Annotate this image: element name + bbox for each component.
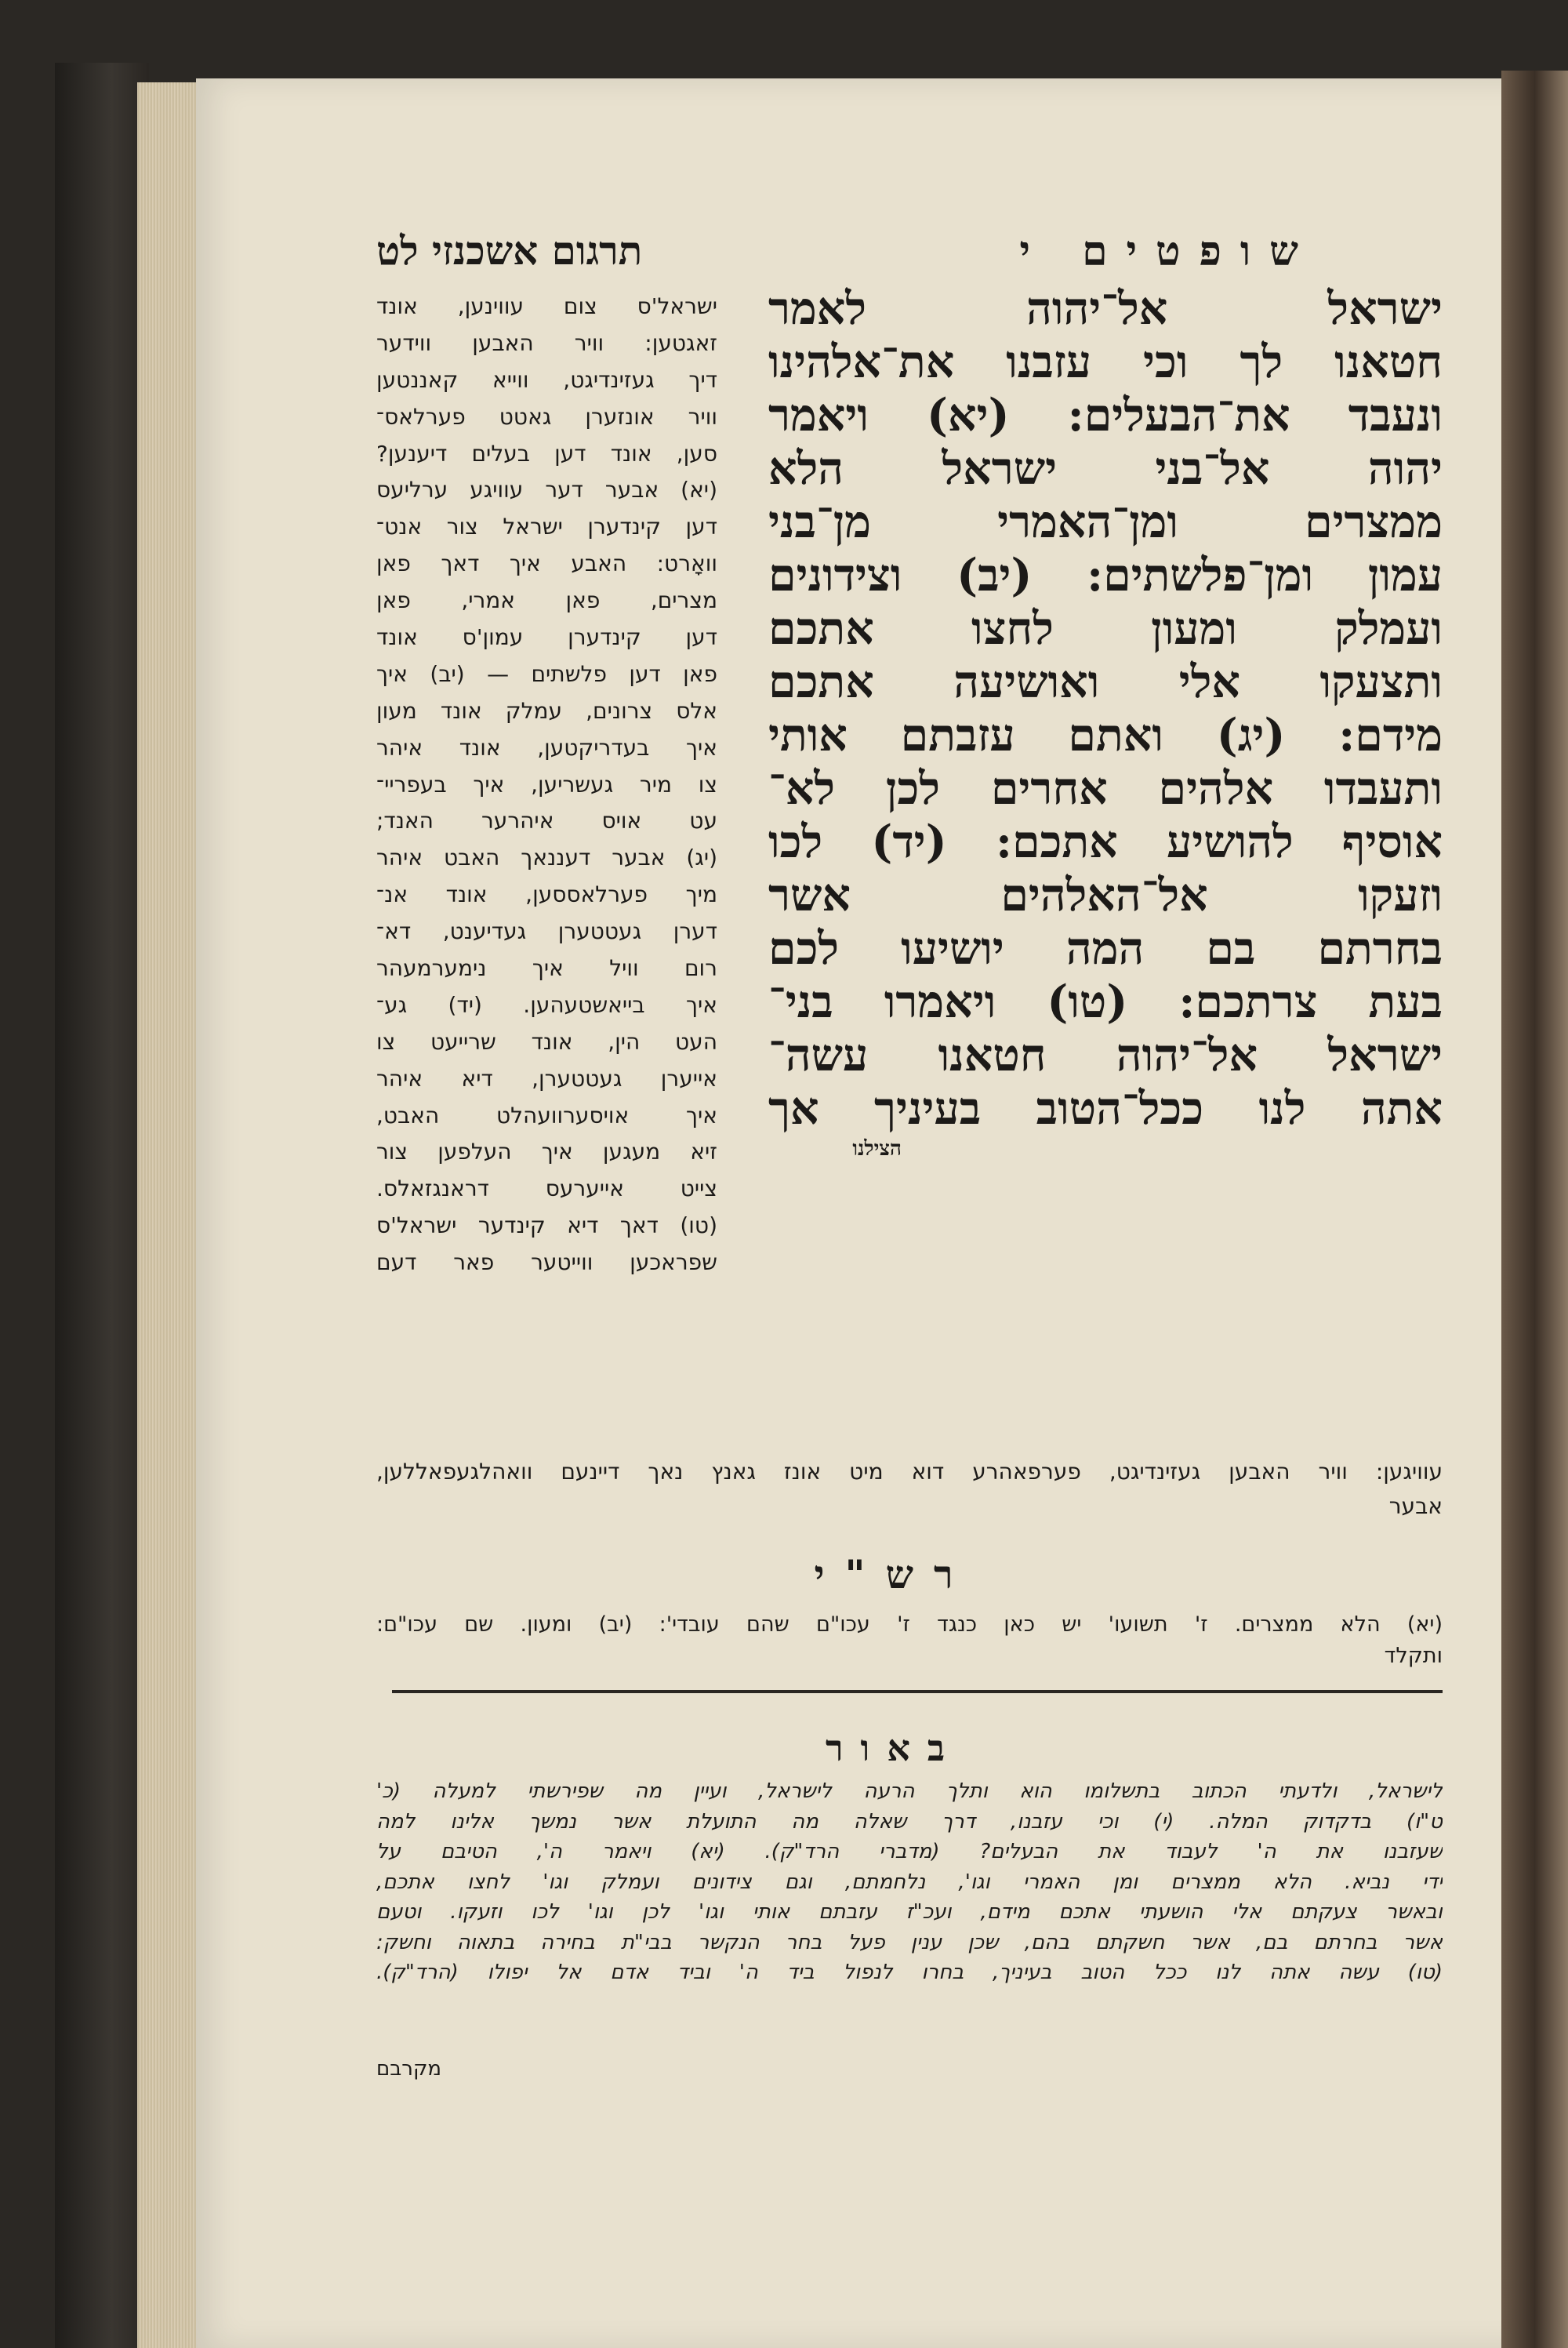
biur-line: לישראל, ולדעתי הכתוב בתשלומו הוא ותלך הרעה לישראל, ועיין מה שפירשתי למעלה (כ' xyxy=(376,1779,1443,1803)
rashi-heading: רש"י xyxy=(814,1551,974,1597)
main-biblical-text xyxy=(768,282,1443,1162)
main-text-line: חטאנו לך וכי עזבנו את־אלהינו xyxy=(768,336,1443,388)
translation-continuation xyxy=(376,1455,1443,1524)
main-text-line: וזעקו אל־האלהים אשר xyxy=(768,869,1443,921)
yiddish-translation-column xyxy=(376,289,717,1281)
translation-line: אבער xyxy=(1388,1493,1443,1519)
translation-line: וואָרט: האבע איך דאך פאן xyxy=(376,551,717,577)
main-text-line: יהוה אל־בני ישראל הלא xyxy=(768,442,1443,495)
translation-line: (יג) אבער דעננאך האבט איהר xyxy=(376,845,717,871)
main-text-line: ותצעקו אלי ואושיעה אתכם xyxy=(768,656,1443,708)
translation-line: זאגטען: וויר האבען ווידער xyxy=(376,329,717,356)
biur-line: (טו) עשה אתה לנו ככל הטוב בעיניך, בחרו לנפול ביד ה' וביד אדם אל יפולו (הרד"ק). xyxy=(376,1961,1443,1984)
book-cover-left xyxy=(55,63,149,2348)
biur-line: ט"ו) בדקדוק המלה. (י) וכי עזבנו, דרך שאלה מה התועלת אשר נמשך אלינו למה xyxy=(376,1809,1443,1834)
main-catchword: הצילנו xyxy=(852,1137,902,1161)
translation-line: העט הין, אונד שרייעט צו xyxy=(376,1028,717,1055)
running-header-translation: תרגום אשכנזי לט xyxy=(376,227,643,274)
translation-line: וויר אונזערן גאטט פערלאס־ xyxy=(376,403,717,430)
translation-line: דען קינדערן עמון'ס אונד xyxy=(376,624,717,651)
running-header-book: שופטים י xyxy=(1019,227,1317,275)
rashi-commentary xyxy=(376,1609,1443,1672)
translation-line: אייערן געטטערן, דיא איהר xyxy=(376,1065,717,1092)
translation-line: פאן דען פלשתים — (יב) איך xyxy=(376,660,717,687)
main-text-line: מידם: (יג) ואתם עזבתם אותי xyxy=(768,709,1443,761)
rashi-line: ותקלד xyxy=(1384,1644,1443,1668)
translation-line: עוויגען: וויר האבען געזינדיגט, פערפאהרע דוא מיט אונז גאנץ נאך דיינעם וואהלגעפאללען, xyxy=(376,1459,1443,1485)
translation-line: מצרים, פאן אמרי, פאן xyxy=(376,587,717,614)
translation-line: איך בייאשטעהען. (יד) גע־ xyxy=(376,991,717,1018)
biur-line: ובאשר צעקתם אלי הושעתי אתכם מידם, ועכ"ז עזבתם אותי וגו' לכן וגו' לכו וזעקו. וטעם xyxy=(376,1900,1443,1924)
biur-heading: באור xyxy=(825,1727,963,1769)
translation-line: מיך פערלאססען, אונד אנ־ xyxy=(376,881,717,908)
main-text-line: בחרתם בם המה יושיעו לכם xyxy=(768,922,1443,975)
main-text-line: עמון ומן־פלשתים: (יב) וצידונים xyxy=(768,549,1443,602)
translation-line: דען קינדערן ישראל צור אנט־ xyxy=(376,514,717,540)
biur-line: אשר בחרתם בם, אשר חשקתם בהם, שכן ענין פעל בחר הנקשר בבי"ת בחירה בתאוה וחשק: xyxy=(376,1930,1443,1954)
biur-commentary xyxy=(376,1776,1443,1988)
translation-line: (טו) דאך דיא קינדער ישראל'ס xyxy=(376,1212,717,1239)
translation-line: צייט אייערעס דראנגזאלס. xyxy=(376,1176,717,1202)
translation-line: איך אויסערוועהלט האבט, xyxy=(376,1102,717,1129)
rashi-line: (יא) הלא ממצרים. ז' תשועו' יש כאן כנגד ז' עכו"ם שהם עובדי': (יב) ומעון. שם עכו"ם: xyxy=(376,1612,1443,1637)
main-text-line: ועמלק ומעון לחצו אתכם xyxy=(768,602,1443,655)
translation-line: שפראכען ווייטער פאר דעם xyxy=(376,1249,717,1276)
translation-line: דיך געזינדיגט, ווייא קאננטען xyxy=(376,366,717,393)
main-text-line: ישראל אל־יהוה לאמר xyxy=(768,282,1443,335)
main-text-line: ישראל אל־יהוה חטאנו עשה־ xyxy=(768,1029,1443,1081)
translation-line: זיא מעגען איך העלפען צור xyxy=(376,1139,717,1165)
translation-line: ישראל'ס צום עווינען, אונד xyxy=(376,293,717,319)
translation-line: רום וויל איך נימערמעהר xyxy=(376,955,717,982)
main-text-line: אתה לנו ככל־הטוב בעיניך אך xyxy=(768,1082,1443,1135)
main-text-line: בעת צרתכם: (טו) ויאמרו בני־ xyxy=(768,976,1443,1028)
biur-line: שעזבנו את ה' לעבוד את הבעלים? (מדברי הרד"ק). (יא) ויאמר ה', הטיבם על xyxy=(376,1840,1443,1863)
main-text-line: ותעבדו אלהים אחרים לכן לא־ xyxy=(768,762,1443,815)
translation-line: צו מיר געשריען, איך בעפריי־ xyxy=(376,771,717,798)
translation-line: (יא) אבער דער עוויגע ערליעס xyxy=(376,477,717,503)
translation-line: איך בעדריקטען, אונד איהר xyxy=(376,734,717,761)
translation-line: סען, אונד דען בעלים דיענען? xyxy=(376,440,717,467)
page-catchword: מקרבם xyxy=(376,2057,442,2081)
main-text-line: ונעבד את־הבעלים: (יא) ויאמר xyxy=(768,389,1443,442)
main-text-line: אוסיף להושיע אתכם: (יד) לכו xyxy=(768,816,1443,868)
biur-line: ידי נביא. הלא ממצרים ומן האמרי וגו', נלחמתם, וגם צידונים ועמלק וגו' לחצו אתכם, xyxy=(376,1870,1443,1894)
book-spine-right xyxy=(1501,71,1568,2348)
translation-line: דערן געטטערן געדיענט, דא־ xyxy=(376,918,717,945)
translation-line: אלס צרונים, עמלק אונד מעון xyxy=(376,697,717,724)
main-text-line: ממצרים ומן־האמרי מן־בני xyxy=(768,496,1443,548)
section-divider xyxy=(392,1690,1443,1693)
translation-line: עט אויס איהרער האנד; xyxy=(376,808,717,834)
